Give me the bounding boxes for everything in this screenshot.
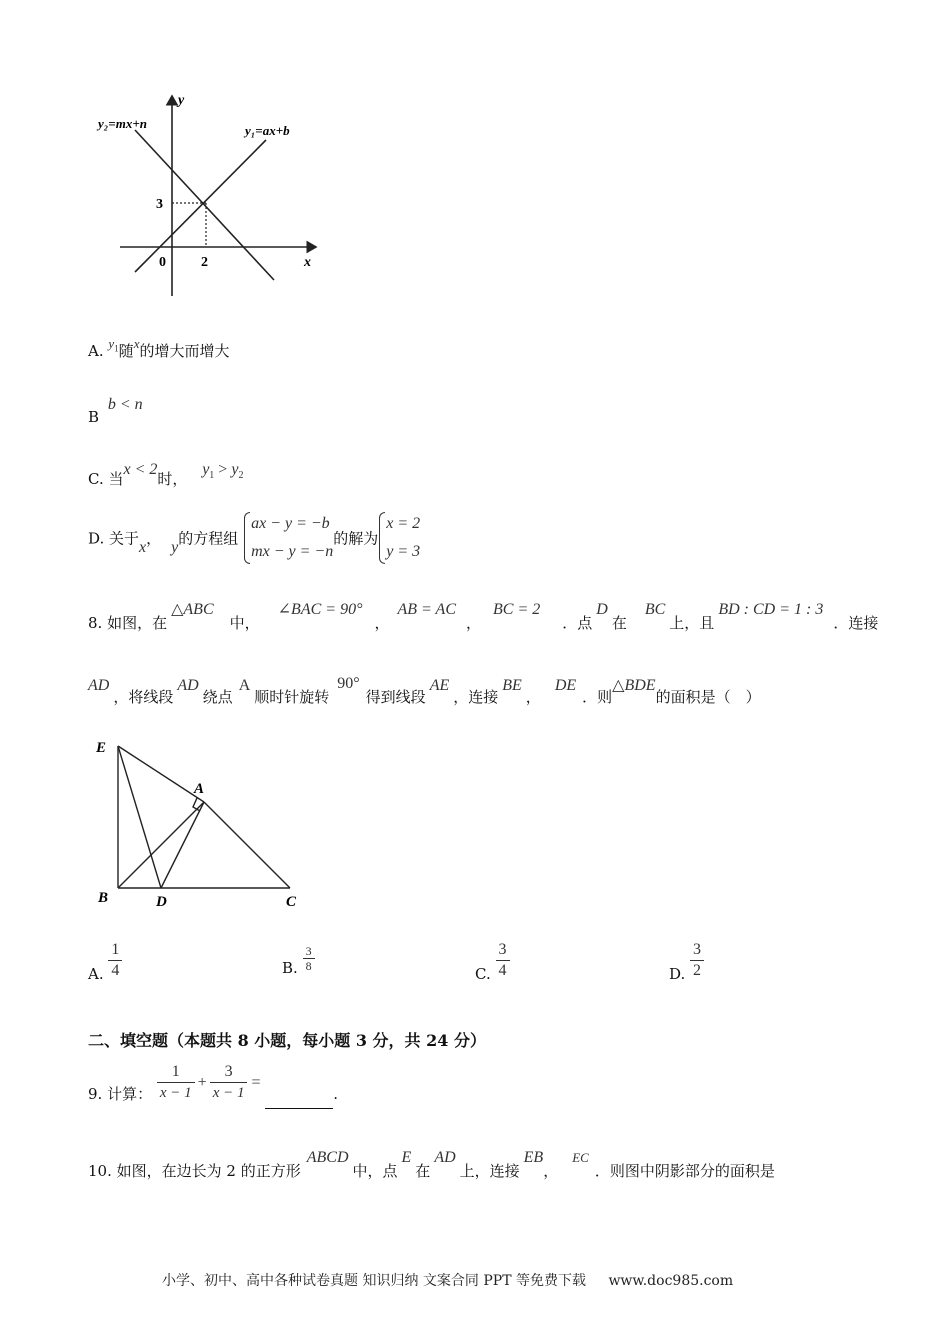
text: 中，点 <box>352 1162 398 1180</box>
denominator: x − 1 <box>159 1085 192 1101</box>
segment-AD <box>161 802 204 888</box>
numerator: 1 <box>108 940 122 961</box>
option-label: C. <box>475 964 491 983</box>
math: AE <box>429 677 450 694</box>
text: ，将线段 <box>113 688 174 706</box>
text: 顺时针旋转 <box>254 688 330 706</box>
math: AD <box>88 677 110 694</box>
text: ，连接 <box>453 688 499 706</box>
label-E: E <box>96 740 107 756</box>
option-label: A. <box>88 964 104 983</box>
equation-line: x = 2 <box>386 515 421 532</box>
x-axis-label: x <box>304 255 311 270</box>
text: ．则图中阴影部分的面积是 <box>594 1162 775 1180</box>
linear-functions-graph <box>90 88 330 303</box>
math: 90° <box>337 675 360 692</box>
math: DE <box>554 677 577 694</box>
math: BE <box>502 677 522 694</box>
q7-option-b <box>88 395 143 426</box>
fraction <box>157 1062 195 1103</box>
option-label: D. 关于 <box>88 529 140 548</box>
text: 的解为 <box>333 529 379 548</box>
q9 <box>88 1062 338 1103</box>
solution-system <box>378 510 420 566</box>
option-label: B <box>88 408 100 426</box>
option-label: C. 当 <box>88 470 124 488</box>
line-y1-label: y₁=ax+b <box>245 123 290 138</box>
var-y: y <box>108 336 115 351</box>
equation-line: mx − y = −n <box>251 543 334 560</box>
equation-line: ax − y = −b <box>251 515 330 532</box>
section-title: 二、填空题（本题共 8 小题，每小题 3 分，共 24 分） <box>88 1031 486 1050</box>
footer-text: 小学、初中、高中各种试卷真题 知识归纳 文案合同 PPT 等免费下载 <box>162 1273 586 1289</box>
answer-blank[interactable] <box>265 1094 333 1109</box>
denominator: 4 <box>498 962 507 979</box>
operator: + <box>197 1073 207 1091</box>
text: 随 <box>118 342 134 360</box>
fraction <box>690 940 704 981</box>
fraction <box>108 940 122 981</box>
math: A <box>238 677 251 694</box>
q8-line1 <box>88 598 879 632</box>
text: ， <box>525 688 541 706</box>
right-angle-mark <box>193 798 200 811</box>
text: . <box>333 1084 339 1103</box>
q8-option-a <box>88 940 122 981</box>
fraction <box>303 944 315 973</box>
math: ∠BAC = 90° <box>277 601 363 618</box>
q8-option-b <box>282 944 315 977</box>
tick-y-3: 3 <box>156 197 163 212</box>
numerator: 3 <box>210 1062 248 1083</box>
q10 <box>88 1146 775 1180</box>
fraction <box>496 940 510 981</box>
q7-option-c <box>88 458 244 488</box>
equation-line: y = 3 <box>386 543 421 560</box>
text: ， <box>465 614 481 632</box>
operator: = <box>251 1073 261 1091</box>
segment-EA <box>118 746 204 802</box>
numerator: 1 <box>157 1062 195 1083</box>
math: AD <box>177 677 199 694</box>
text: 得到线段 <box>365 688 426 706</box>
math: △BDE <box>612 677 656 694</box>
text: 上，且 <box>669 614 715 632</box>
segment-BA <box>118 802 204 888</box>
q10-prefix: 10. 如图，在边长为 2 的正方形 <box>88 1162 301 1180</box>
footer <box>162 1270 733 1290</box>
numerator: 3 <box>303 944 315 959</box>
var-y2: y <box>231 461 239 478</box>
subscript: 1 <box>114 343 119 354</box>
label-B: B <box>98 890 109 906</box>
text: 中， <box>229 614 260 632</box>
q8-line2 <box>88 674 761 706</box>
label-C: C <box>286 894 297 910</box>
text: 的面积是（ ） <box>655 688 761 706</box>
q8-option-d <box>669 940 704 981</box>
text: ．连接 <box>833 614 879 632</box>
fraction <box>210 1062 248 1103</box>
math: BC <box>644 601 666 618</box>
var-x: x <box>139 539 147 556</box>
text: ．则 <box>582 688 613 706</box>
q8-option-c <box>475 940 510 981</box>
option-label: D. <box>669 964 686 983</box>
line-y2-label: y₂=mx+n <box>98 116 147 131</box>
math: AB = AC <box>397 601 456 618</box>
math: E <box>401 1149 412 1166</box>
numerator: 3 <box>496 940 510 961</box>
math: AD <box>434 1149 456 1166</box>
text: 在 <box>611 614 627 632</box>
tick-x-2: 2 <box>201 255 208 270</box>
text: 在 <box>415 1162 431 1180</box>
math: BD : CD = 1 : 3 <box>718 601 824 618</box>
text: 上，连接 <box>459 1162 520 1180</box>
q7-option-d <box>88 510 420 566</box>
math: EB <box>523 1149 544 1166</box>
var-y1: y <box>202 461 210 478</box>
y-axis-label: y <box>178 93 185 108</box>
denominator: x − 1 <box>212 1085 245 1101</box>
label-D: D <box>156 894 167 910</box>
expression: b < n <box>107 396 143 413</box>
line-y1 <box>135 140 266 272</box>
subscript: 1 <box>209 470 215 482</box>
q7-option-a <box>88 336 230 362</box>
math: EC <box>572 1150 589 1165</box>
origin-label: 0 <box>159 255 166 270</box>
option-label: A. <box>88 342 104 360</box>
denominator: 8 <box>305 959 312 973</box>
label-A: A <box>194 781 205 797</box>
text: ．点 <box>562 614 593 632</box>
var-x: x <box>133 336 140 351</box>
text: ， <box>146 529 162 548</box>
denominator: 2 <box>693 962 702 979</box>
segment-AC <box>204 802 290 888</box>
text: ， <box>543 1162 559 1180</box>
subscript: 2 <box>238 470 244 482</box>
q8-number: 8. 如图，在 <box>88 614 168 632</box>
text: 的增大而增大 <box>139 342 230 360</box>
numerator: 3 <box>690 940 704 961</box>
option-label: B. <box>282 958 298 977</box>
operator: > <box>214 461 232 478</box>
math: △ABC <box>171 601 214 618</box>
q9-prefix: 9. 计算： <box>88 1084 153 1103</box>
text: 绕点 <box>202 688 233 706</box>
text: 时， <box>157 470 188 488</box>
math: ABCD <box>306 1149 349 1166</box>
equation-system <box>243 510 333 566</box>
text: ， <box>374 614 390 632</box>
triangle-figure <box>90 732 340 918</box>
math: BC = 2 <box>493 601 541 618</box>
denominator: 4 <box>111 962 120 979</box>
footer-link[interactable]: www.doc985.com <box>608 1273 734 1289</box>
text: 的方程组 <box>178 529 239 548</box>
expression: x < 2 <box>123 461 158 478</box>
math: D <box>596 601 608 618</box>
var-y: y <box>171 539 179 556</box>
